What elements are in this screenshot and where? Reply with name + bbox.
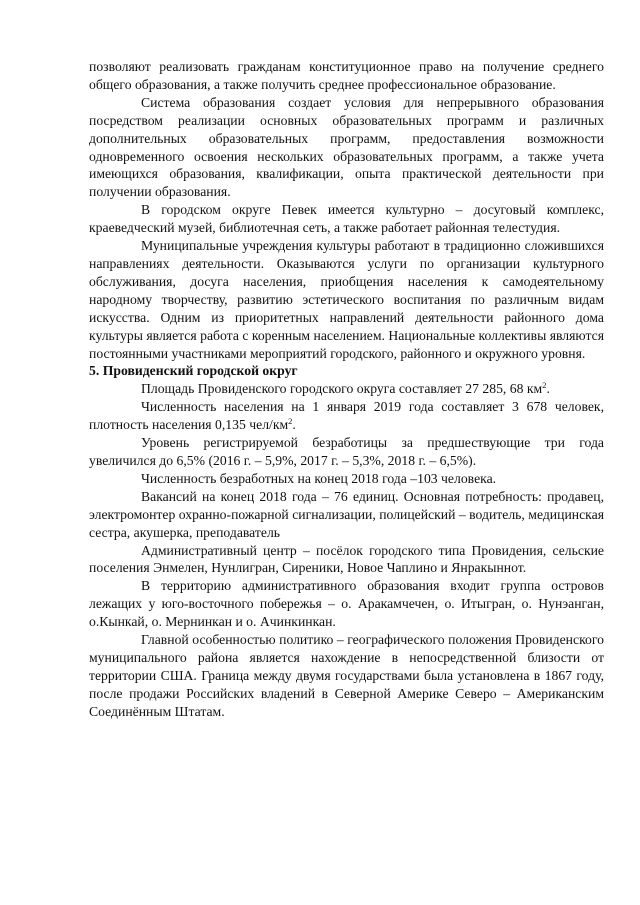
area-end: .	[546, 381, 550, 397]
paragraph-unemployed-count: Численность безработных на конец 2018 года –103 человека.	[141, 470, 497, 486]
paragraph-vacancies: Вакансий на конец 2018 года – 76 единиц. Основная потребность: продавец, электромонтер охранно-пожарной сигнализации, полицейский – водитель, медицинская сестра, акушерка, преподаватель	[89, 488, 604, 540]
paragraph-pevek-culture: В городском округе Певек имеется культурно – досуговый комплекс, краеведческий музей, библиотечная сеть, а также работает районная телестудия.	[89, 202, 604, 236]
paragraph-area	[89, 380, 604, 398]
paragraph-admin-center: Административный центр – посёлок городского типа Провидения, сельские поселения Энмелен, Нунлигран, Сиреники, Новое Чаплино и Янракыннот.	[89, 542, 604, 576]
paragraph-education-system: Система образования создает условия для непрерывного образования посредством реализации основных образовательных программ и различных дополнительных образовательных программ, предоставления возможности одновременного освоения нескольких образовательных программ, а также учета имеющихся образования, квалификации, опыта практической деятельности при получении образования.	[89, 94, 604, 200]
paragraph-municipal-culture: Муниципальные учреждения культуры работают в традиционно сложившихся направлениях деятельности. Оказываются услуги по организации культурного обслуживания, досуга населения, приобщения населения к самодеятельному народному творчеству, развитию эстетического воспитания по различным видам искусства. Одним из приоритетных направлений деятельности районного дома культуры является работа с коренным населением. Национальные коллективы являются постоянными участниками мероприятий городского, районного и окружного уровня.	[89, 238, 604, 361]
paragraph-unemployment-rate: Уровень регистрируемой безработицы за предшествующие три года увеличился до 6,5% (2016 г. – 5,9%, 2017 г. – 5,3%, 2018 г. – 6,5%).	[89, 435, 604, 469]
paragraph-islands: В территорию административного образования входит группа островов лежащих у юго-восточного побережья – о. Аракамчечен, о. Итыгран, о. Нунэанган, о.Кынкай, о. Мернинкан и о. Ачинкинкан.	[89, 578, 604, 630]
population-end: .	[292, 417, 296, 433]
population-superscript: 2	[288, 416, 293, 427]
area-superscript: 2	[542, 380, 547, 391]
population-text: Численность населения на 1 января 2019 года составляет 3 678 человек, плотность населения 0,135 чел/км	[89, 399, 604, 433]
paragraph-education-rights: позволяют реализовать гражданам конституционное право на получение среднего общего образования, а также получить среднее профессиональное образование.	[89, 59, 604, 92]
paragraph-geography: Главной особенностью политико – географического положения Провиденского муниципального района является нахождение в непосредственной близости от территории США. Граница между двумя государствами была установлена в 1867 году, после продажи Российских владений в Северной Америке Северо – Американским Соединённым Штатам.	[89, 632, 604, 719]
section-heading: 5. Провиденский городской округ	[89, 363, 298, 379]
area-text: Площадь Провиденского городского округа составляет 27 285, 68 км	[141, 381, 543, 397]
paragraph-population	[89, 398, 604, 434]
